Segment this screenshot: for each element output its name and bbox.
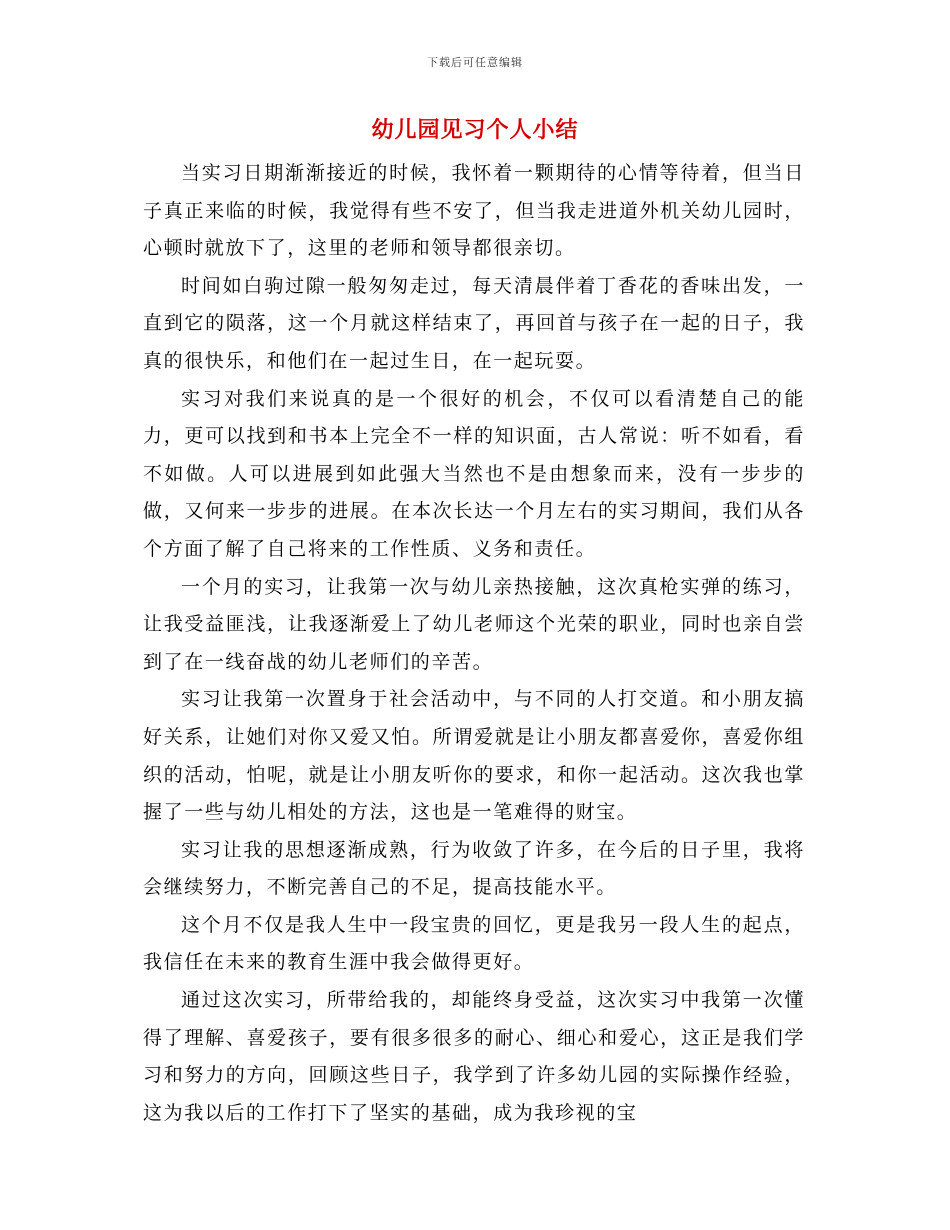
paragraph: 一个月的实习，让我第一次与幼儿亲热接触，这次真枪实弹的练习，让我受益匪浅，让我逐渐爱上了幼儿老师这个光荣的职业，同时也亲自尝到了在一线奋战的幼儿老师们的辛苦。 — [143, 575, 805, 673]
paragraph: 通过这次实习，所带给我的，却能终身受益，这次实习中我第一次懂得了理解、喜爱孩子，要有很多很多的耐心、细心和爱心，这正是我们学习和努力的方向，回顾这些日子，我学到了许多幼儿园的实际操作经验，这为我以后的工作打下了坚实的基础，成为我珍视的宝 — [143, 989, 805, 1124]
document-body — [143, 155, 805, 1132]
paragraph: 实习让我的思想逐渐成熟，行为收敛了许多，在今后的日子里，我将会继续努力，不断完善自己的不足，提高技能水平。 — [143, 838, 805, 899]
paragraph: 这个月不仅是我人生中一段宝贵的回忆，更是我另一段人生的起点，我信任在未来的教育生涯中我会做得更好。 — [143, 913, 805, 974]
paragraph: 实习让我第一次置身于社会活动中，与不同的人打交道。和小朋友搞好关系，让她们对你又爱又怕。所谓爱就是让小朋友都喜爱你，喜爱你组织的活动，怕呢，就是让小朋友听你的要求，和你一起活动。这次我也掌握了一些与幼儿相处的方法，这也是一笔难得的财宝。 — [143, 688, 805, 824]
document-title: 幼儿园见习个人小结 — [371, 117, 579, 143]
paragraph: 时间如白驹过隙一般匆匆走过，每天清晨伴着丁香花的香味出发，一直到它的陨落，这一个月就这样结束了，再回首与孩子在一起的日子，我真的很快乐，和他们在一起过生日，在一起玩耍。 — [143, 274, 805, 372]
paragraph: 实习对我们来说真的是一个很好的机会，不仅可以看清楚自己的能力，更可以找到和书本上完全不一样的知识面，古人常说：听不如看，看不如做。人可以进展到如此强大当然也不是由想象而来，没有一步步的做，又何来一步步的进展。在本次长达一个月左右的实习期间，我们从各个方面了解了自己将来的工作性质、义务和责任。 — [143, 387, 805, 560]
header-note: 下载后可任意编辑 — [427, 56, 523, 69]
paragraph: 当实习日期渐渐接近的时候，我怀着一颗期待的心情等待着，但当日子真正来临的时候，我觉得有些不安了，但当我走进道外机关幼儿园时，心顿时就放下了，这里的老师和领导都很亲切。 — [143, 162, 805, 260]
